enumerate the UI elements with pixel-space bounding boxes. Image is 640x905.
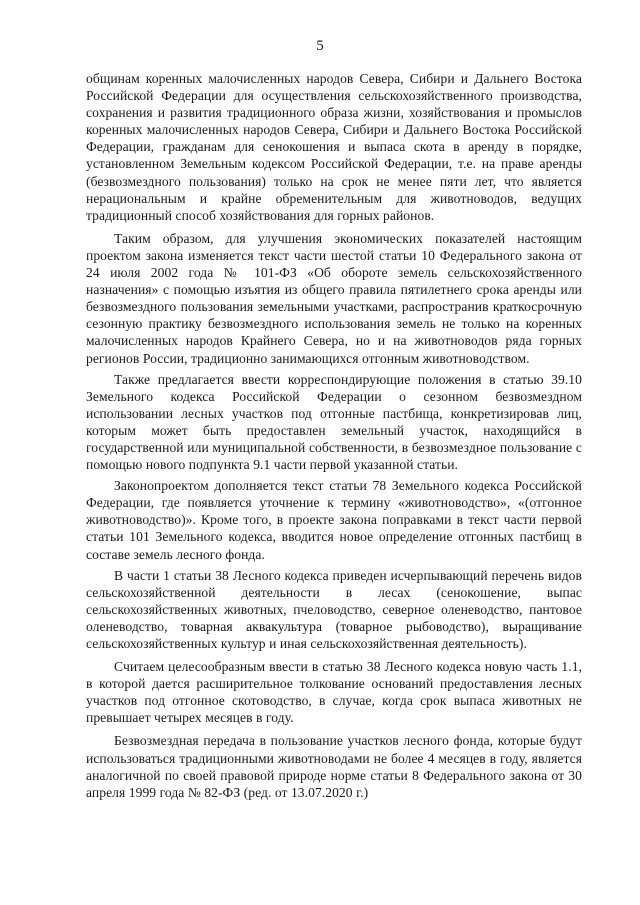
paragraph-1: общинам коренных малочисленных народов Севера, Сибири и Дальнего Востока Российской Федерации для осуществления сельскохозяйственного производства, сохранения и развития традиционного образа жизни, хозяйствования и промыслов коренных малочисленных народов Севера, Сибири и Дальнего Востока Российской Федерации, гражданам для сенокошения и выпаса скота в аренду в порядке, установленном Земельным кодексом Российской Федерации, т.е. на праве аренды (безвозмездного пользования) только на срок не менее пяти лет, что является нерациональным и крайне обременительным для животноводов, ведущих традиционный способ хозяйствования для горных районов. bbox=[86, 71, 582, 223]
paragraph-3: Также предлагается ввести корреспондирующие положения в статью 39.10 Земельного кодекса Российской Федерации о сезонном безвозмездном использовании лесных участков под отгонные пастбища, конкретизировав лиц, которым может быть предоставлен земельный участок, находящийся в государственной или муниципальной собственности, в безвозмездное пользование с помощью нового подпункта 9.1 части первой указанной статьи. bbox=[86, 371, 582, 473]
paragraph-6: Считаем целесообразным ввести в статью 38 Лесного кодекса новую часть 1.1, в которой дается расширительное толкование оснований предоставления лесных участков под отгонное скотоводство, в случае, когда срок выпаса животных не превышает четырех месяцев в году. bbox=[86, 659, 582, 726]
paragraph-2: Таким образом, для улучшения экономических показателей настоящим проектом закона изменяется текст части шестой статьи 10 Федерального закона от 24 июля 2002 года № 101-ФЗ «Об обороте земель сельскохозяйственного назначения» с помощью изъятия из общего правила пятилетнего срока аренды или безвозмездного пользования земельными участками, распространив краткосрочную сезонную практику безвозмездного использования земель не только на коренных малочисленных народов Крайнего Севера, но и на животноводов ряда горных регионов России, традиционно занимающихся отгонным животноводством. bbox=[86, 230, 582, 366]
paragraph-7: Безвозмездная передача в пользование участков лесного фонда, которые будут использоваться традиционными животноводами не более 4 месяцев в году, является аналогичной по своей правовой природе норме статьи 8 Федерального закона от 30 апреля 1999 года № 82-ФЗ (ред. от 13.07.2020 г.) bbox=[86, 733, 582, 800]
paragraph-4: Законопроектом дополняется текст статьи 78 Земельного кодекса Российской Федерации, где появляется уточнение к термину «животноводство», «(отгонное животноводство)». Кроме того, в проекте закона поправками в текст части первой статьи 101 Земельного кодекса, вводится новое определение отгонных пастбищ в составе земель лесного фонда. bbox=[86, 478, 582, 562]
page-number: 5 bbox=[316, 38, 324, 54]
paragraph-5: В части 1 статьи 38 Лесного кодекса приведен исчерпывающий перечень видов сельскохозяйственной деятельности в лесах (сенокошение, выпас сельскохозяйственных животных, пчеловодство, северное оленеводство, пантовое оленеводство, товарная аквакультура (товарное рыбоводство), выращивание сельскохозяйственных культур и иная сельскохозяйственная деятельность). bbox=[86, 567, 582, 651]
